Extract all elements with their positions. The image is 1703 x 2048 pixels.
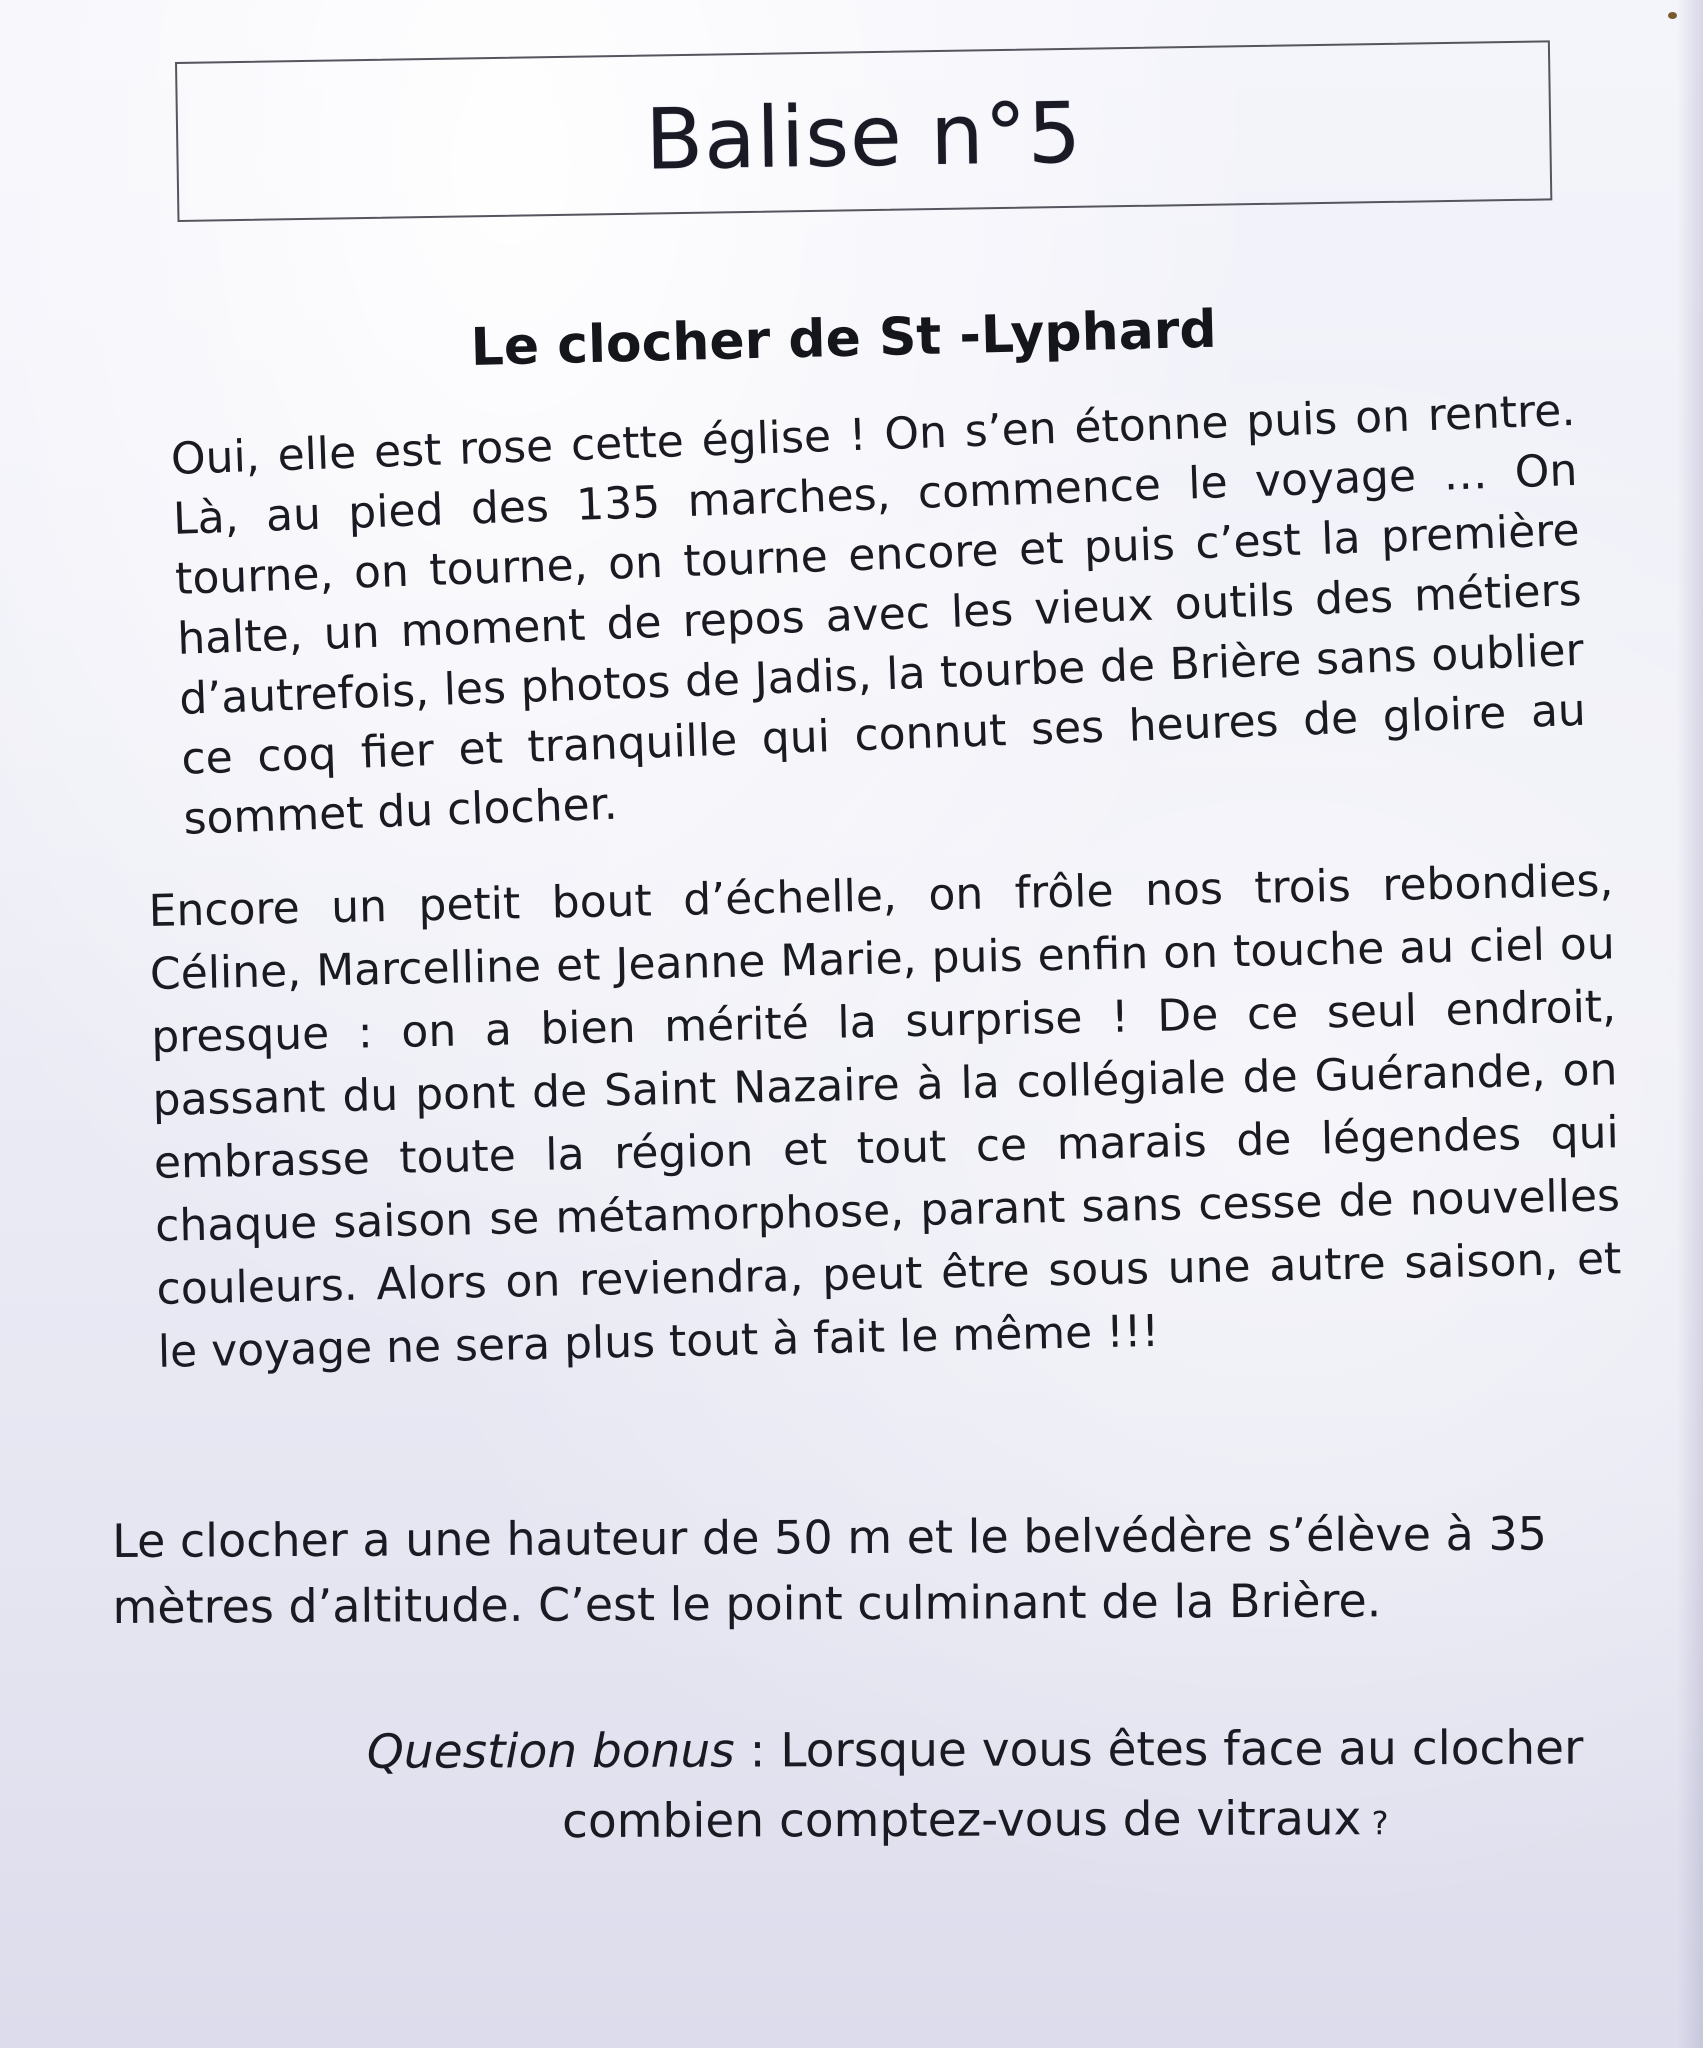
bonus-separator: :: [734, 1723, 781, 1779]
bonus-label: Question bonus: [366, 1723, 735, 1780]
section-heading: Le clocher de St -Lyphard: [470, 299, 1218, 378]
paragraph-bells-view: Encore un petit bout d’échelle, on frôle nos trois rebondies, Céline, Marcelline et Jeanne Marie, puis enfin on touche au ciel ou presque : on a bien mérité la surprise ! De ce seul endroit, passant du pont de Saint Nazaire à la collégiale de Guérande, on embrasse toute la région et tout ce marais de légendes qui chaque saison se métamorphose, parant sans cesse de nouvelles couleurs. Alors on reviendra, peut être sous une autre saison, et le voyage ne sera plus tout à fait le même !!!: [148, 855, 1622, 1378]
title-box: [175, 40, 1552, 222]
paragraph-intro: Oui, elle est rose cette église ! On s’en étonne puis on rentre. Là, au pied des 135 marches, commence le voyage … On tourne, on tourne, on tourne encore et puis c’est la première halte, un moment de repos avec les vieux outils des métiers d’autrefois, les photos de Jadis, la tourbe de Brière sans oublier ce coq fier et tranquille qui connut ses heures de gloire au sommet du clocher.: [170, 384, 1587, 845]
stain-mark: [1668, 12, 1677, 19]
bonus-question: [310, 1713, 1640, 1862]
paragraph-height-fact: Le clocher a une hauteur de 50 m et le belvédère s’élève à 35 mètres d’altitude. C’est le point culminant de la Brière.: [112, 1506, 1548, 1634]
bonus-text: Lorsque vous êtes face au clocher combien comptez-vous de vitraux: [562, 1720, 1584, 1850]
bonus-question-mark: ?: [1361, 1804, 1389, 1843]
sheet-edge-shadow: [1677, 0, 1703, 2048]
page-title: Balise n°5: [644, 83, 1083, 189]
